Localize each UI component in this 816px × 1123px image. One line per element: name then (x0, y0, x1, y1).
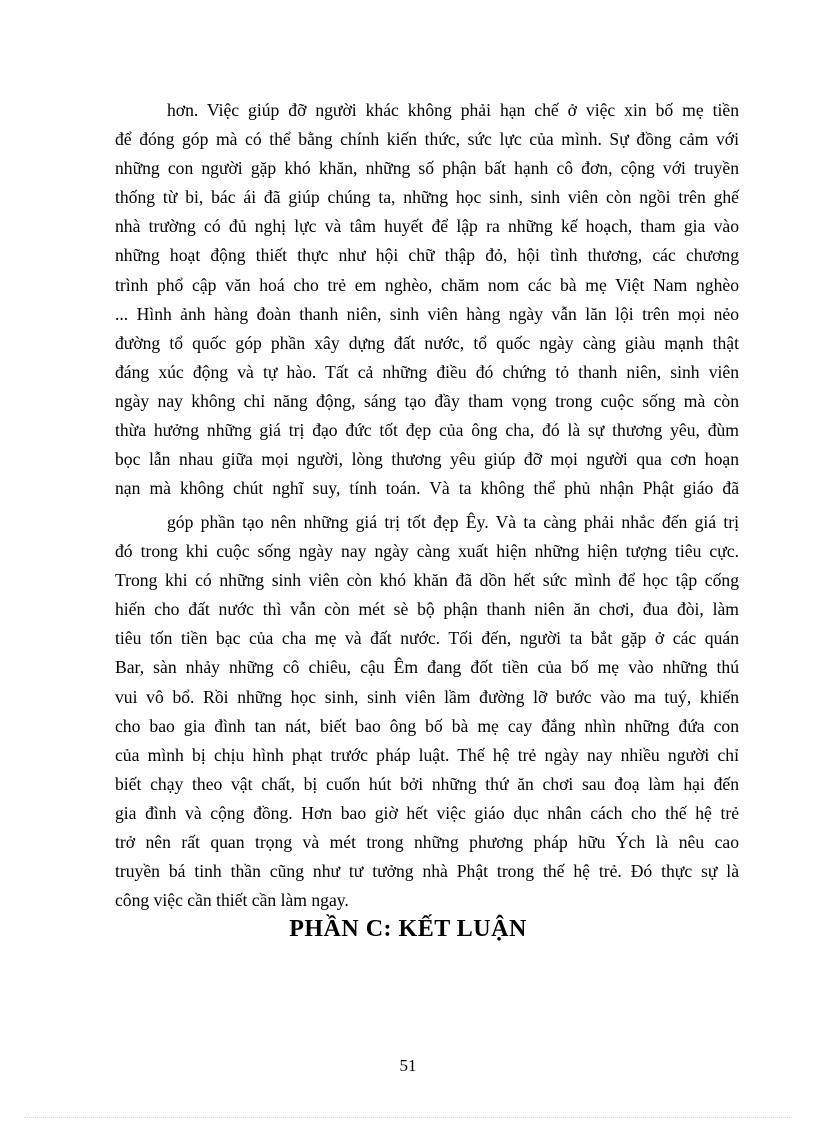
paragraph-line: đường tổ quốc góp phần xây dựng đất nước, tổ quốc ngày càng giàu mạnh thật (115, 332, 739, 353)
paragraph-line: ... Hình ảnh hàng đoàn thanh niên, sinh viên hàng ngày vẫn lăn lội trên mọi nẻo (115, 303, 739, 324)
paragraph-line: nạn mà không chút nghĩ suy, tính toán. Và ta không thể phủ nhận Phật giáo đã (115, 478, 739, 499)
paragraph-line: nhà trường có đủ nghị lực và tâm huyết để lập ra những kế hoạch, tham gia vào (115, 216, 739, 237)
paragraph-line: những hoạt động thiết thực như hội chữ thập đỏ, hội tình thương, các chương (115, 245, 739, 266)
paragraph-line: đó trong khi cuộc sống ngày nay ngày càng xuất hiện những hiện tượng tiêu cực. (115, 541, 739, 562)
paragraph-line: truyền bá tinh thần cũng như tư tưởng nhà Phật trong thế hệ trẻ. Đó thực sự là (115, 861, 739, 882)
page-number: 51 (399, 1056, 417, 1075)
paragraph-line: đáng xúc động và tự hào. Tất cả những điều đó chứng tỏ thanh niên, sinh viên (115, 361, 739, 382)
paragraph-line: những con người gặp khó khăn, những số phận bất hạnh cô đơn, cộng với truyền (115, 158, 739, 179)
paragraph-line: để đóng góp mà có thể bằng chính kiến thức, sức lực của mình. Sự đồng cảm với (115, 129, 739, 150)
paragraph-line: biết chạy theo vật chất, bị cuốn hút bởi những thứ ăn chơi sau đoạ làm hại đến (115, 773, 739, 794)
paragraph-line: của mình bị chịu hình phạt trước pháp luật. Thế hệ trẻ ngày nay nhiều người chỉ (115, 744, 739, 765)
paragraph-line: cho bao gia đình tan nát, biết bao ông bố bà mẹ cay đắng nhìn những đứa con (115, 715, 739, 736)
paragraph-line: hơn. Việc giúp đỡ người khác không phải hạn chế ở việc xin bố mẹ tiền (167, 100, 739, 120)
paragraph-line: Trong khi có những sinh viên còn khó khăn đã dồn hết sức mình để học tập cống (115, 570, 739, 591)
paragraph-line: trở nên rất quan trọng và mét trong những phương pháp hữu Ých là nêu cao (115, 832, 739, 853)
paragraph-line: tiêu tốn tiền bạc của cha mẹ và đất nước. Tối đến, người ta bắt gặp ở các quán (115, 628, 739, 649)
paragraph-line: trình phổ cập văn hoá cho trẻ em nghèo, chăm nom các bà mẹ Việt Nam nghèo (115, 274, 739, 295)
paragraph-line: thừa hưởng những giá trị đạo đức tốt đẹp của ông cha, đó là sự thương yêu, đùm (115, 420, 739, 441)
paragraph-line: bọc lẫn nhau giữa mọi người, lòng thương yêu giúp đỡ mọi người qua cơn hoạn (115, 449, 739, 470)
paragraph-line: góp phần tạo nên những giá trị tốt đẹp Êy. Và ta càng phải nhắc đến giá trị (167, 512, 739, 532)
body-paragraph-1 (115, 96, 739, 503)
paragraph-last-line: công việc cần thiết cần làm ngay. (115, 890, 349, 911)
paragraph-line: gia đình và cộng đồng. Hơn bao giờ hết việc giáo dục nhân cách cho thế hệ trẻ (115, 802, 739, 823)
paragraph-line: ngày nay không chỉ năng động, sáng tạo đầy tham vọng trong cuộc sống mà còn (115, 390, 739, 411)
page-bottom-divider (24, 1117, 792, 1118)
paragraph-line: vui vô bổ. Rồi những học sinh, sinh viên lầm đường lỡ bước vào ma tuý, khiến (115, 686, 739, 707)
paragraph-line: hiến cho đất nước thì vẫn còn mét sè bộ phận thanh niên ăn chơi, đua đòi, làm (115, 599, 739, 620)
section-heading: PHẦN C: KẾT LUẬN (289, 916, 527, 942)
body-paragraph-2 (115, 508, 739, 915)
paragraph-line: Bar, sàn nhảy những cô chiêu, cậu Êm đang đốt tiền của bố mẹ vào những thú (115, 657, 739, 678)
paragraph-line: thống từ bi, bác ái đã giúp chúng ta, những học sinh, sinh viên còn ngồi trên ghế (115, 187, 739, 208)
